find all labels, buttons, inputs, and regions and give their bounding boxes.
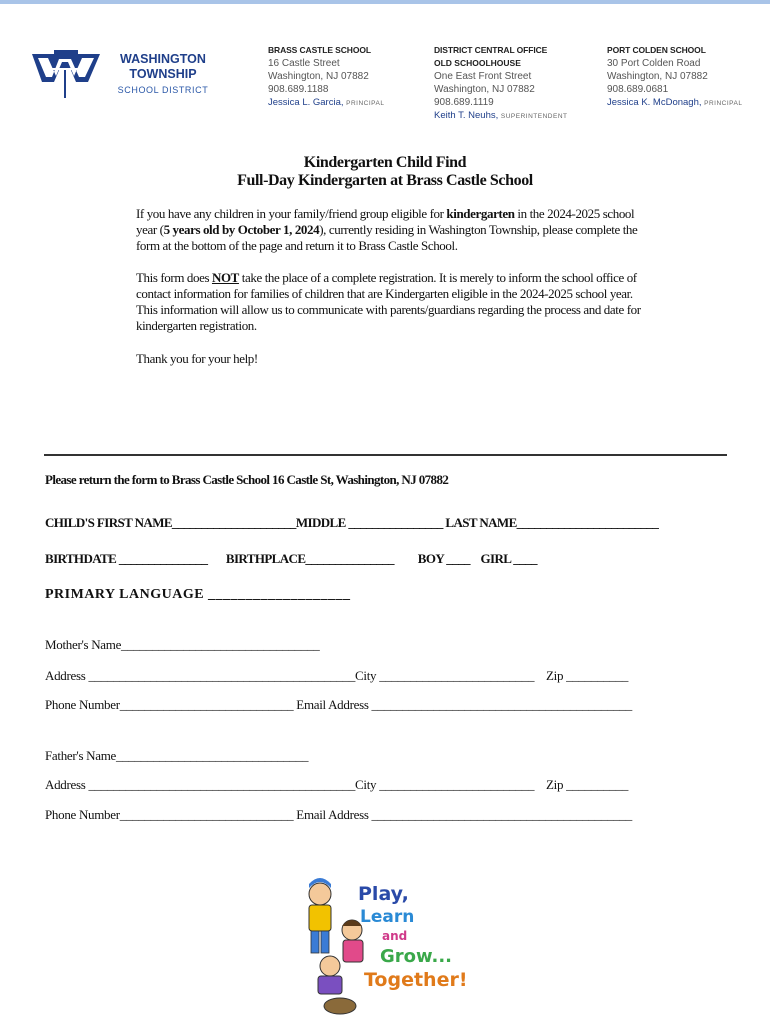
- father-phone-email-field[interactable]: Phone Number____________________________ Email Address __________________________________________: [45, 807, 632, 822]
- school-phone: 908.689.1119: [434, 97, 494, 108]
- father-name-field[interactable]: Father's Name_______________________________: [45, 748, 309, 763]
- school-street: 16 Castle Street: [268, 58, 340, 69]
- text-run-bold: 5 years old by October 1, 2024: [163, 222, 320, 237]
- mascot-word-play: Play,: [358, 883, 409, 905]
- school-street: One East Front Street: [434, 71, 532, 82]
- thanks-paragraph: Thank you for your help!: [136, 351, 258, 366]
- text-run: If you have any children in your family/friend group eligible for: [136, 206, 447, 221]
- school-contact: Keith T. Neuhs: [434, 110, 496, 121]
- mother-phone-email-field[interactable]: Phone Number____________________________ Email Address __________________________________________: [45, 697, 632, 712]
- mother-name-field[interactable]: Mother's Name________________________________: [45, 637, 320, 652]
- school-role: PRINCIPAL: [704, 100, 743, 107]
- text-run: take the place of a complete registration. It is merely to inform the school office of contact information for families of children that are Kindergarten eligible in the 2024-2025 school year. This information will allow us to communicate with parents/guardians regarding the process and date for kindergarten registration.: [136, 270, 641, 333]
- intro-paragraph: [136, 206, 641, 254]
- school-contact: Jessica K. McDonagh: [607, 97, 699, 108]
- text-run: in the 2024-2025 school year (: [136, 206, 635, 237]
- school-name: BRASS CASTLE SCHOOL: [268, 45, 371, 55]
- mother-address-field[interactable]: Address ___________________________________________City _________________________ Zip __________: [45, 668, 629, 683]
- school-name: DISTRICT CENTRAL OFFICE: [434, 45, 548, 55]
- father-address-field[interactable]: Address ___________________________________________City _________________________ Zip __________: [45, 777, 629, 792]
- text-run: ), currently residing in Washington Township, please complete the form at the bottom of the page and return it to Brass Castle School.: [136, 222, 638, 253]
- school-name: PORT COLDEN SCHOOL: [607, 45, 706, 55]
- school-city: Washington, NJ 07882: [268, 71, 369, 82]
- text-run: This form does: [136, 270, 212, 285]
- return-instructions: Please return the form to Brass Castle School 16 Castle St, Washington, NJ 07882: [45, 472, 449, 487]
- district-line1: WASHINGTON: [120, 52, 206, 66]
- school-phone: 908.689.1188: [268, 84, 329, 95]
- school-phone: 908.689.0681: [607, 84, 669, 95]
- school-role: PRINCIPAL: [346, 100, 385, 107]
- school-city: Washington, NJ 07882: [607, 71, 708, 82]
- mascot-word-together: Together!: [364, 969, 468, 991]
- school-street: 30 Port Colden Road: [607, 58, 701, 69]
- title-line2: Full-Day Kindergarten at Brass Castle School: [237, 172, 533, 189]
- play-learn-grow-mascot-icon: [300, 878, 470, 1018]
- school-block-brass-castle: BRASS CASTLE SCHOOL 16 Castle Street Washington, NJ 07882 908.689.1188 Jessica L. Garcia, PRINCIPAL: [268, 45, 385, 108]
- birth-gender-fields[interactable]: BIRTHDATE _______________ BIRTHPLACE_______________ BOY ____ GIRL ____: [45, 551, 537, 566]
- mascot-word-learn: Learn: [360, 907, 415, 927]
- district-name: [108, 52, 218, 95]
- notice-paragraph: [136, 270, 641, 334]
- primary-language-field[interactable]: PRIMARY LANGUAGE ___________________: [45, 587, 351, 602]
- school-block-central-office: DISTRICT CENTRAL OFFICE OLD SCHOOLHOUSE One East Front Street Washington, NJ 07882 908.689.1119 Keith T. Neuhs, SUPERINTENDENT: [434, 45, 568, 121]
- school-block-port-colden: PORT COLDEN SCHOOL 30 Port Colden Road Washington, NJ 07882 908.689.0681 Jessica K. McDonagh, PRINCIPAL: [607, 45, 743, 108]
- mascot-word-grow: Grow...: [380, 946, 453, 967]
- title-line1: Kindergarten Child Find: [303, 154, 467, 171]
- page-title: [0, 154, 770, 190]
- district-line3: SCHOOL DISTRICT: [117, 85, 209, 95]
- school-role: SUPERINTENDENT: [500, 113, 568, 120]
- district-line2: TOWNSHIP: [129, 67, 197, 81]
- school-subtitle: OLD SCHOOLHOUSE: [434, 58, 521, 68]
- text-run-bold-underline: NOT: [211, 270, 239, 285]
- child-name-fields[interactable]: CHILD'S FIRST NAME_____________________MIDDLE ________________ LAST NAME________________________: [45, 515, 659, 530]
- section-divider: [44, 454, 727, 456]
- school-contact: Jessica L. Garcia: [268, 97, 341, 108]
- mascot-word-and: and: [382, 929, 408, 943]
- text-run-bold: kindergarten: [446, 206, 515, 221]
- district-logo-icon: [30, 46, 102, 100]
- top-accent-bar: [0, 0, 770, 4]
- school-city: Washington, NJ 07882: [434, 84, 535, 95]
